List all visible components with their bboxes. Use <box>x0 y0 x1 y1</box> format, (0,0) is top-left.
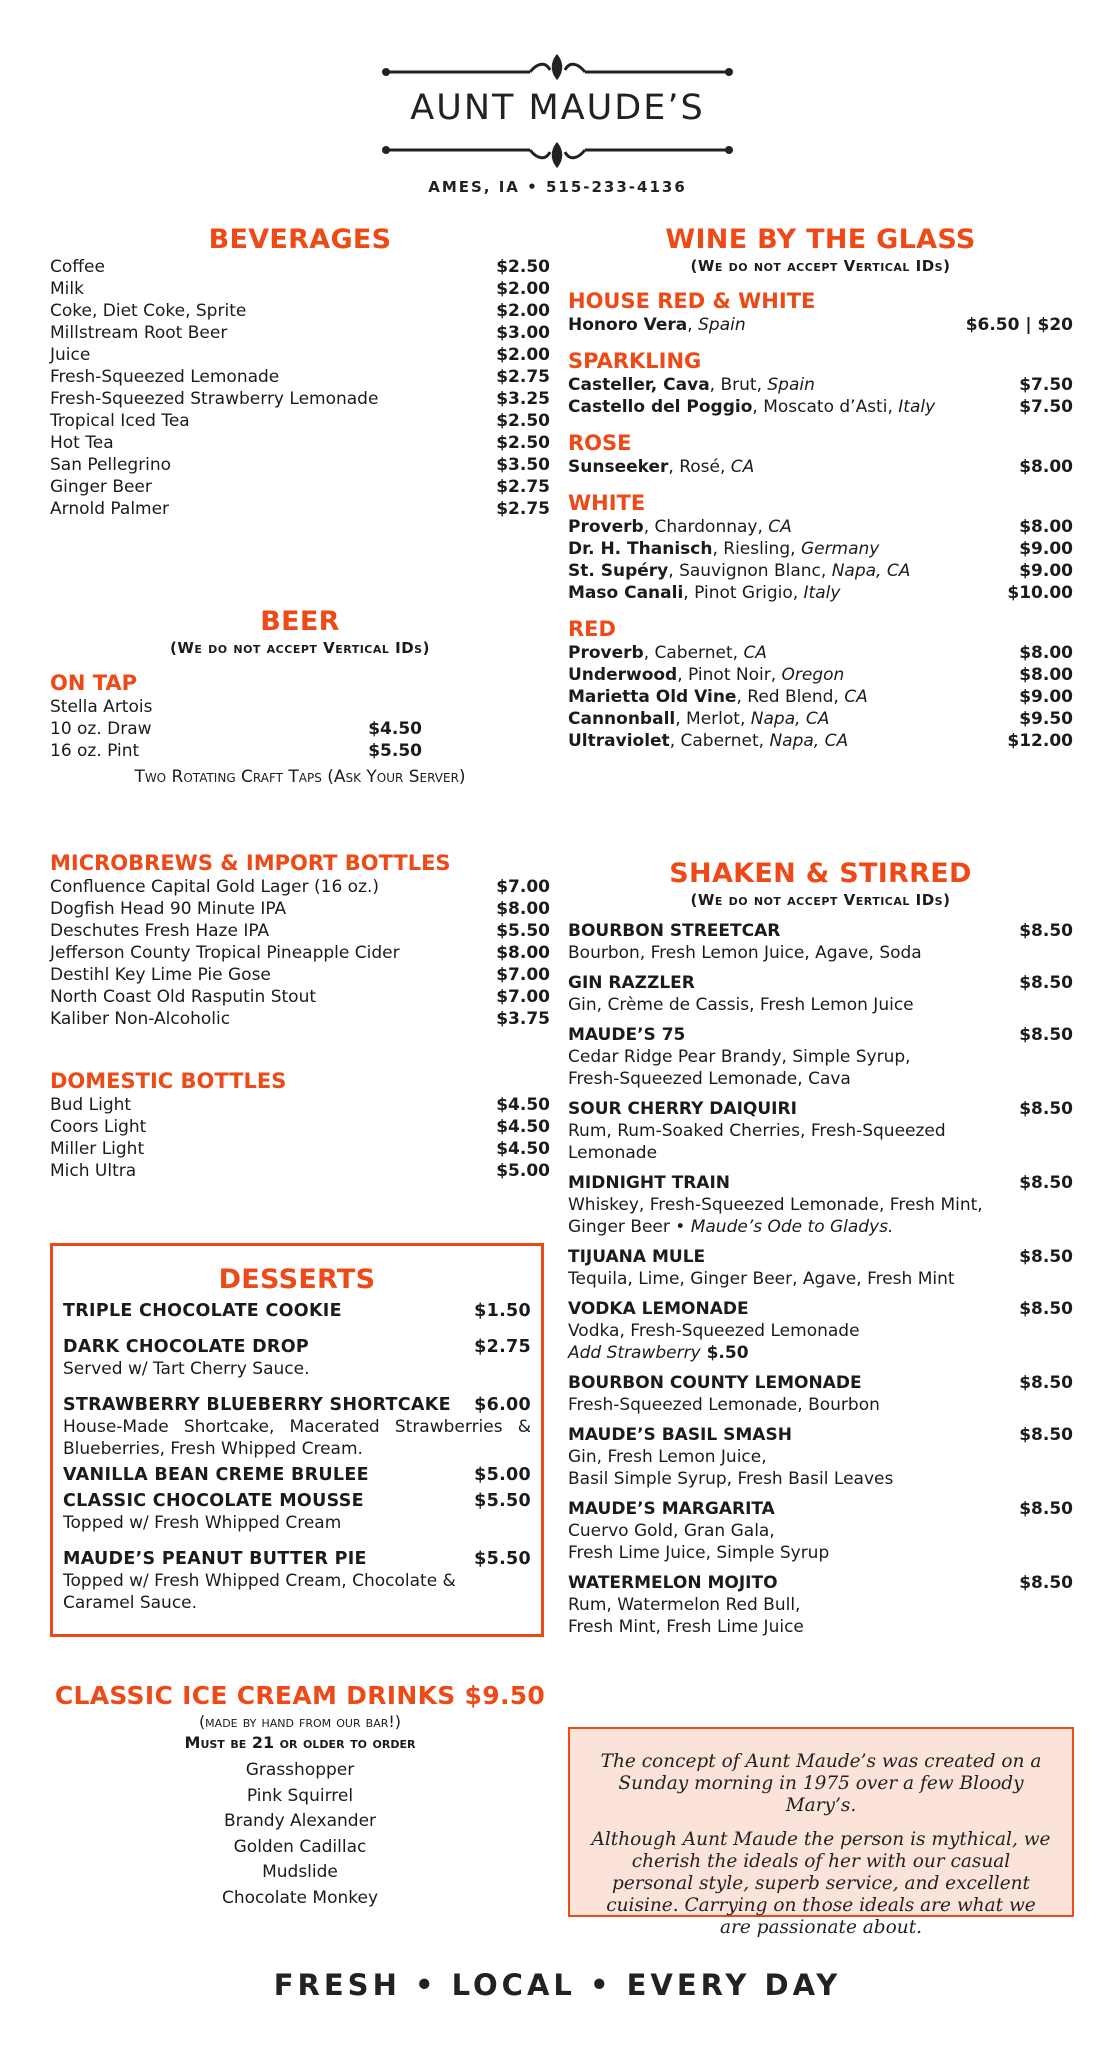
beverage <box>50 432 550 454</box>
beverage-name: Coke, Diet Coke, Sprite <box>50 301 247 321</box>
beverage-price: $3.25 <box>496 389 550 409</box>
dessert-item <box>63 1300 531 1322</box>
about-paragraph: The concept of Aunt Maude’s was created on a Sunday morning in 1975 over a few Bloody Mary’s. <box>600 1751 1042 1816</box>
microbrew-name: Dogfish Head 90 Minute IPA <box>50 899 287 919</box>
cocktail-desc: Rum, Rum-Soaked Cherries, Fresh-Squeezed <box>568 1121 946 1141</box>
sparkling-title: SPARKLING <box>568 349 702 373</box>
cocktail-desc: Gin, Crème de Cassis, Fresh Lemon Juice <box>568 995 914 1015</box>
wine-price: $9.00 <box>1019 539 1073 559</box>
ice-cream-drink: Brandy Alexander <box>223 1811 377 1831</box>
wine-origin: CA <box>768 517 792 537</box>
wine-name: Honoro Vera <box>568 315 688 335</box>
ice-cream-section <box>50 1680 550 1911</box>
domestic-beer-price: $4.50 <box>496 1139 550 1159</box>
wine-price: $7.50 <box>1019 375 1073 395</box>
wine-row <box>568 314 1073 336</box>
cocktail-price: $8.50 <box>1019 1173 1073 1193</box>
cocktail-price: $8.50 <box>1019 921 1073 941</box>
dessert-name: DARK CHOCOLATE DROP <box>63 1337 310 1357</box>
wine-label <box>568 664 844 686</box>
microbrew-price: $7.00 <box>496 965 550 985</box>
cocktail-list <box>568 920 1073 1638</box>
cocktail-price: $8.50 <box>1019 973 1073 993</box>
wine-origin: Germany <box>800 539 880 559</box>
red-list <box>568 642 1073 752</box>
microbrew <box>50 986 550 1008</box>
wine-price: $9.00 <box>1019 561 1073 581</box>
microbrew-name: Deschutes Fresh Haze IPA <box>50 921 270 941</box>
domestic-section <box>50 1068 550 1182</box>
cocktail-name-row <box>568 1246 1073 1268</box>
cocktail-desc: Tequila, Lime, Ginger Beer, Agave, Fresh Mint <box>568 1269 955 1289</box>
beverage-price: $2.75 <box>496 367 550 387</box>
cocktail-price: $8.50 <box>1019 1499 1073 1519</box>
desserts-box <box>50 1243 544 1637</box>
beverages-title: BEVERAGES <box>208 224 392 255</box>
cocktail-price: $8.50 <box>1019 1373 1073 1393</box>
wine-detail: , Moscato d’Asti, <box>752 397 899 417</box>
cocktail-item <box>568 1098 1073 1164</box>
cocktail-name-row <box>568 1298 1073 1320</box>
restaurant-name: AUNT MAUDE’S <box>410 88 705 128</box>
cocktail-desc: Bourbon, Fresh Lemon Juice, Agave, Soda <box>568 943 922 963</box>
ice-cream-drink: Grasshopper <box>245 1760 355 1780</box>
wine-price: $6.50 | $20 <box>965 315 1073 335</box>
wine-origin: Napa, CA <box>750 709 830 729</box>
beer-section <box>50 606 550 788</box>
cocktail-name-row <box>568 1424 1073 1446</box>
wine-label <box>568 374 815 396</box>
wine-row <box>568 374 1073 396</box>
cocktail-desc: Fresh Lime Juice, Simple Syrup <box>568 1543 830 1563</box>
dessert-item <box>63 1464 531 1486</box>
beverage-price: $3.00 <box>496 323 550 343</box>
wine-name: Underwood <box>568 665 678 685</box>
microbrew <box>50 876 550 898</box>
beverage-price: $2.75 <box>496 499 550 519</box>
cocktail-name-row <box>568 1498 1073 1520</box>
wine-name: Proverb <box>568 643 644 663</box>
dessert-price: $2.75 <box>474 1337 531 1357</box>
on-tap-brand: Stella Artois <box>50 697 153 717</box>
cocktail-name-row <box>568 972 1073 994</box>
house-title: HOUSE RED & WHITE <box>568 289 816 313</box>
cocktail-desc <box>568 1216 1073 1238</box>
microbrew-name: North Coast Old Rasputin Stout <box>50 987 317 1007</box>
dessert-item <box>63 1548 531 1614</box>
wine-detail: , Rosé, <box>668 457 731 477</box>
tap-size <box>50 740 422 762</box>
dessert-price: $6.00 <box>474 1395 531 1415</box>
cocktail-name: TIJUANA MULE <box>568 1247 706 1267</box>
wine-title: WINE BY THE GLASS <box>665 224 976 255</box>
ice-cream-drink: Chocolate Monkey <box>221 1887 379 1908</box>
cocktail-item <box>568 1172 1073 1238</box>
beverage <box>50 344 550 366</box>
dessert-name: STRAWBERRY BLUEBERRY SHORTCAKE <box>63 1395 451 1415</box>
cocktail-desc: Lemonade <box>568 1143 658 1163</box>
cocktail-name: WATERMELON MOJITO <box>568 1573 778 1593</box>
beverage-name: Hot Tea <box>50 433 114 453</box>
domestic-beer <box>50 1138 550 1160</box>
cocktail-item <box>568 1424 1073 1490</box>
age-note: Must be 21 or older to order <box>184 1733 416 1752</box>
cocktail-name-row <box>568 1024 1073 1046</box>
beverage-name: Millstream Root Beer <box>50 323 228 343</box>
domestic-title: DOMESTIC BOTTLES <box>50 1069 287 1093</box>
domestic-beer-name: Bud Light <box>50 1095 132 1115</box>
beverage-price: $2.75 <box>496 477 550 497</box>
wine-label <box>568 560 910 582</box>
dessert-item <box>63 1490 531 1534</box>
addon-price: $.50 <box>700 1343 749 1363</box>
wine-row <box>568 538 1073 560</box>
wine-detail: , Pinot Grigio, <box>683 583 804 603</box>
beverage <box>50 498 550 520</box>
wine-detail: , Brut, <box>709 375 768 395</box>
domestic-beer-price: $4.50 <box>496 1095 550 1115</box>
wine-row <box>568 516 1073 538</box>
wine-name: Castello del Poggio <box>568 397 753 417</box>
cocktail-desc: Cedar Ridge Pear Brandy, Simple Syrup, <box>568 1047 911 1067</box>
wine-price: $7.50 <box>1019 397 1073 417</box>
cocktail-item <box>568 1246 1073 1290</box>
microbrew <box>50 942 550 964</box>
wine-detail: , Chardonnay, <box>643 517 769 537</box>
cocktail-name: MAUDE’S 75 <box>568 1025 686 1045</box>
wine-label <box>568 686 868 708</box>
wine-price: $9.50 <box>1019 709 1073 729</box>
shaken-section <box>568 858 1073 1646</box>
wine-label <box>568 516 792 538</box>
dessert-price: $1.50 <box>474 1301 531 1321</box>
cocktail-item <box>568 1498 1073 1564</box>
cocktail-addon <box>568 1342 1073 1364</box>
microbrew <box>50 1008 550 1030</box>
cocktail-price: $8.50 <box>1019 1299 1073 1319</box>
cocktail-desc: Vodka, Fresh-Squeezed Lemonade <box>568 1321 860 1341</box>
cocktail-price: $8.50 <box>1019 1025 1073 1045</box>
beverage-name: Coffee <box>50 257 105 277</box>
cocktail-name: BOURBON COUNTY LEMONADE <box>568 1373 862 1393</box>
shaken-id-note: (We do not accept Vertical IDs) <box>690 891 951 909</box>
dessert-desc: Served w/ Tart Cherry Sauce. <box>63 1359 310 1379</box>
microbrew-price: $7.00 <box>496 877 550 897</box>
domestic-beer <box>50 1094 550 1116</box>
dessert-desc: Topped w/ Fresh Whipped Cream <box>63 1513 342 1533</box>
domestic-beer <box>50 1116 550 1138</box>
beverage-price: $2.50 <box>496 433 550 453</box>
cocktail-name-row <box>568 1572 1073 1594</box>
wine-name: Cannonball <box>568 709 676 729</box>
dessert-desc: Topped w/ Fresh Whipped Cream, Chocolate & Caramel Sauce. <box>63 1571 456 1613</box>
cocktail-price: $8.50 <box>1019 1573 1073 1593</box>
cocktail-name: GIN RAZZLER <box>568 973 695 993</box>
dessert-price: $5.50 <box>474 1549 531 1569</box>
wine-label <box>568 456 754 478</box>
beverage <box>50 300 550 322</box>
tap-size <box>50 718 422 740</box>
wine-price: $8.00 <box>1019 457 1073 477</box>
cocktail-name-row <box>568 1098 1073 1120</box>
beer-id-note: (We do not accept Vertical IDs) <box>170 639 430 657</box>
microbrew-name: Confluence Capital Gold Lager (16 oz.) <box>50 877 380 897</box>
dessert-name: TRIPLE CHOCOLATE COOKIE <box>63 1301 342 1321</box>
microbrew-price: $7.00 <box>496 987 550 1007</box>
wine-label <box>568 582 840 604</box>
wine-origin: CA <box>743 643 767 663</box>
wine-label <box>568 642 767 664</box>
wine-name: Proverb <box>568 517 644 537</box>
beverage-name: San Pellegrino <box>50 455 172 475</box>
contact-line: AMES, IA • 515-233-4136 <box>428 178 687 196</box>
wine-row <box>568 708 1073 730</box>
wine-origin: Spain <box>698 315 746 335</box>
wine-label <box>568 730 848 752</box>
desserts-title: DESSERTS <box>218 1264 376 1295</box>
cocktail-desc: Fresh-Squeezed Lemonade, Cava <box>568 1069 851 1089</box>
beverage-name: Tropical Iced Tea <box>50 411 190 431</box>
microbrew-price: $8.00 <box>496 943 550 963</box>
beverage-price: $2.00 <box>496 301 550 321</box>
cocktail-desc: Rum, Watermelon Red Bull, <box>568 1595 801 1615</box>
cocktail-name: MIDNIGHT TRAIN <box>568 1173 730 1193</box>
ice-cream-list <box>50 1758 550 1911</box>
microbrew <box>50 898 550 920</box>
wine-name: Casteller, Cava <box>568 375 710 395</box>
wine-origin: Italy <box>803 583 841 603</box>
cocktail-item <box>568 920 1073 964</box>
beverage-price: $2.00 <box>496 345 550 365</box>
microbrew-price: $8.00 <box>496 899 550 919</box>
dessert-price: $5.50 <box>474 1491 531 1511</box>
wine-detail: , <box>687 315 699 335</box>
wine-price: $8.00 <box>1019 517 1073 537</box>
wine-name: Ultraviolet <box>568 731 670 751</box>
beverage <box>50 454 550 476</box>
beverage <box>50 256 550 278</box>
wine-price: $8.00 <box>1019 643 1073 663</box>
wine-origin: CA <box>844 687 868 707</box>
red-title: RED <box>568 617 616 641</box>
beverage <box>50 410 550 432</box>
beverage-name: Ginger Beer <box>50 477 152 497</box>
ice-cream-title: CLASSIC ICE CREAM DRINKS $9.50 <box>54 1681 546 1710</box>
cocktail-item <box>568 1572 1073 1638</box>
cocktail-desc: Fresh-Squeezed Lemonade, Bourbon <box>568 1395 880 1415</box>
cocktail-item <box>568 972 1073 1016</box>
wine-name: Sunseeker <box>568 457 669 477</box>
tap-size-name: 10 oz. Draw <box>50 719 152 739</box>
microbrew-price: $3.75 <box>496 1009 550 1029</box>
wine-price: $8.00 <box>1019 665 1073 685</box>
wine-label <box>568 538 879 560</box>
beverage-name: Arnold Palmer <box>50 499 170 519</box>
cocktail-desc-text: Ginger Beer • <box>568 1217 691 1237</box>
microbrews-title: MICROBREWS & IMPORT BOTTLES <box>50 851 451 875</box>
cocktail-item <box>568 1024 1073 1090</box>
beverage-name: Milk <box>50 279 84 299</box>
cocktail-name-row <box>568 1372 1073 1394</box>
cocktail-name-row <box>568 920 1073 942</box>
about-box <box>568 1727 1074 1938</box>
cocktail-desc: Basil Simple Syrup, Fresh Basil Leaves <box>568 1469 894 1489</box>
domestic-beer-name: Mich Ultra <box>50 1161 137 1181</box>
dessert-name: MAUDE’S PEANUT BUTTER PIE <box>63 1549 367 1569</box>
dessert-name-row <box>63 1300 531 1322</box>
white-title: WHITE <box>568 491 646 515</box>
dessert-item <box>63 1394 531 1460</box>
wine-row <box>568 560 1073 582</box>
wine-price: $10.00 <box>1007 583 1073 603</box>
on-tap-list <box>50 718 422 762</box>
microbrew-name: Destihl Key Lime Pie Gose <box>50 965 271 985</box>
beverage-price: $2.00 <box>496 279 550 299</box>
tap-size-price: $5.50 <box>368 741 422 761</box>
beverage-name: Fresh-Squeezed Lemonade <box>50 367 280 387</box>
wine-origin: Napa, CA <box>769 731 849 751</box>
about-paragraph: Although Aunt Maude the person is mythical, we cherish the ideals of her with our casual personal style, superb service, and excellent cuisine. Carrying on those ideals are what we are passionate about. <box>591 1829 1051 1938</box>
microbrew-price: $5.50 <box>496 921 550 941</box>
domestic-beer <box>50 1160 550 1182</box>
microbrew-name: Kaliber Non-Alcoholic <box>50 1009 231 1029</box>
beverage-price: $2.50 <box>496 257 550 277</box>
wine-detail: , Merlot, <box>675 709 751 729</box>
beverage-name: Juice <box>50 345 91 365</box>
microbrews-list <box>50 876 550 1030</box>
wine-price: $9.00 <box>1019 687 1073 707</box>
ice-cream-drink: Pink Squirrel <box>246 1785 354 1806</box>
cocktail-name: MAUDE’S MARGARITA <box>568 1499 775 1519</box>
microbrews-section <box>50 850 550 1030</box>
wine-section <box>568 224 1073 752</box>
domestic-beer-price: $4.50 <box>496 1117 550 1137</box>
domestic-beer-name: Miller Light <box>50 1139 145 1159</box>
cocktail-desc: Fresh Mint, Fresh Lime Juice <box>568 1617 804 1637</box>
beverage <box>50 388 550 410</box>
tap-size-price: $4.50 <box>368 719 422 739</box>
white-list <box>568 516 1073 604</box>
wine-name: Marietta Old Vine <box>568 687 737 707</box>
beverage <box>50 278 550 300</box>
ice-cream-drink: Golden Cadillac <box>233 1836 367 1857</box>
wine-origin: Italy <box>898 397 936 417</box>
wine-row <box>568 642 1073 664</box>
dessert-price: $5.00 <box>474 1465 531 1485</box>
cocktail-tagline: Maude’s Ode to Gladys. <box>690 1217 894 1237</box>
wine-detail: , Pinot Noir, <box>677 665 782 685</box>
cocktail-name-row <box>568 1172 1073 1194</box>
cocktail-name: MAUDE’S BASIL SMASH <box>568 1425 792 1445</box>
wine-detail: , Riesling, <box>712 539 801 559</box>
footer-tagline: FRESH • LOCAL • EVERY DAY <box>273 1968 842 2002</box>
microbrew <box>50 964 550 986</box>
cocktail-name: BOURBON STREETCAR <box>568 921 781 941</box>
beverage <box>50 476 550 498</box>
dessert-item <box>63 1336 531 1380</box>
wine-row <box>568 396 1073 418</box>
wine-row <box>568 582 1073 604</box>
microbrew <box>50 920 550 942</box>
cocktail-item <box>568 1372 1073 1416</box>
cocktail-item <box>568 1298 1073 1364</box>
beverages-section <box>50 224 550 520</box>
dessert-name-row <box>63 1548 531 1570</box>
sparkling-list <box>568 374 1073 418</box>
domestic-list <box>50 1094 550 1182</box>
wine-origin: Spain <box>767 375 815 395</box>
wine-row <box>568 456 1073 478</box>
dessert-desc: House-Made Shortcake, Macerated Strawberries & Blueberries, Fresh Whipped Cream. <box>63 1417 531 1459</box>
tap-size-name: 16 oz. Pint <box>50 741 140 761</box>
rose-list <box>568 456 1073 478</box>
desserts-list <box>63 1300 531 1614</box>
cocktail-name: SOUR CHERRY DAIQUIRI <box>568 1099 797 1119</box>
beverage-price: $2.50 <box>496 411 550 431</box>
wine-id-note: (We do not accept Vertical IDs) <box>690 257 951 275</box>
rose-title: ROSE <box>568 431 632 455</box>
beverages-list <box>50 256 550 520</box>
domestic-beer-name: Coors Light <box>50 1117 147 1137</box>
beverage-price: $3.50 <box>496 455 550 475</box>
on-tap-title: ON TAP <box>50 671 138 695</box>
wine-name: Dr. H. Thanisch <box>568 539 713 559</box>
wine-row <box>568 664 1073 686</box>
dessert-name-row <box>63 1336 531 1358</box>
beverage-name: Fresh-Squeezed Strawberry Lemonade <box>50 389 379 409</box>
wine-name: St. Supéry <box>568 561 669 581</box>
cocktail-desc: Gin, Fresh Lemon Juice, <box>568 1447 767 1467</box>
beverage <box>50 322 550 344</box>
dessert-name: CLASSIC CHOCOLATE MOUSSE <box>63 1491 364 1511</box>
cocktail-desc: Whiskey, Fresh-Squeezed Lemonade, Fresh Mint, <box>568 1195 983 1215</box>
wine-origin: Oregon <box>781 665 845 685</box>
wine-label <box>568 708 829 730</box>
logo <box>380 52 735 172</box>
addon-label: Add Strawberry <box>568 1343 701 1363</box>
cocktail-name: VODKA LEMONADE <box>568 1299 749 1319</box>
wine-name: Maso Canali <box>568 583 684 603</box>
wine-origin: CA <box>730 457 755 477</box>
dessert-name-row <box>63 1464 531 1486</box>
wine-row <box>568 730 1073 752</box>
dessert-name-row <box>63 1490 531 1512</box>
wine-price: $12.00 <box>1007 731 1073 751</box>
wine-detail: , Cabernet, <box>643 643 744 663</box>
dessert-name: VANILLA BEAN CREME BRULEE <box>63 1465 369 1485</box>
craft-taps-note: Two Rotating Craft Taps (Ask Your Server) <box>134 767 466 787</box>
wine-row <box>568 686 1073 708</box>
microbrew-name: Jefferson County Tropical Pineapple Cider <box>50 943 400 963</box>
wine-detail: , Red Blend, <box>736 687 845 707</box>
cocktail-price: $8.50 <box>1019 1099 1073 1119</box>
ice-cream-note: (made by hand from our bar!) <box>198 1712 402 1731</box>
dessert-name-row <box>63 1394 531 1416</box>
cocktail-price: $8.50 <box>1019 1425 1073 1445</box>
wine-origin: Napa, CA <box>831 561 911 581</box>
cocktail-price: $8.50 <box>1019 1247 1073 1267</box>
beverage <box>50 366 550 388</box>
shaken-title: SHAKEN & STIRRED <box>669 858 972 889</box>
beer-title: BEER <box>260 606 340 637</box>
wine-label <box>568 396 935 418</box>
domestic-beer-price: $5.00 <box>496 1161 550 1181</box>
cocktail-desc: Cuervo Gold, Gran Gala, <box>568 1521 775 1541</box>
wine-detail: , Sauvignon Blanc, <box>668 561 832 581</box>
ice-cream-drink: Mudslide <box>262 1862 338 1882</box>
wine-detail: , Cabernet, <box>669 731 770 751</box>
